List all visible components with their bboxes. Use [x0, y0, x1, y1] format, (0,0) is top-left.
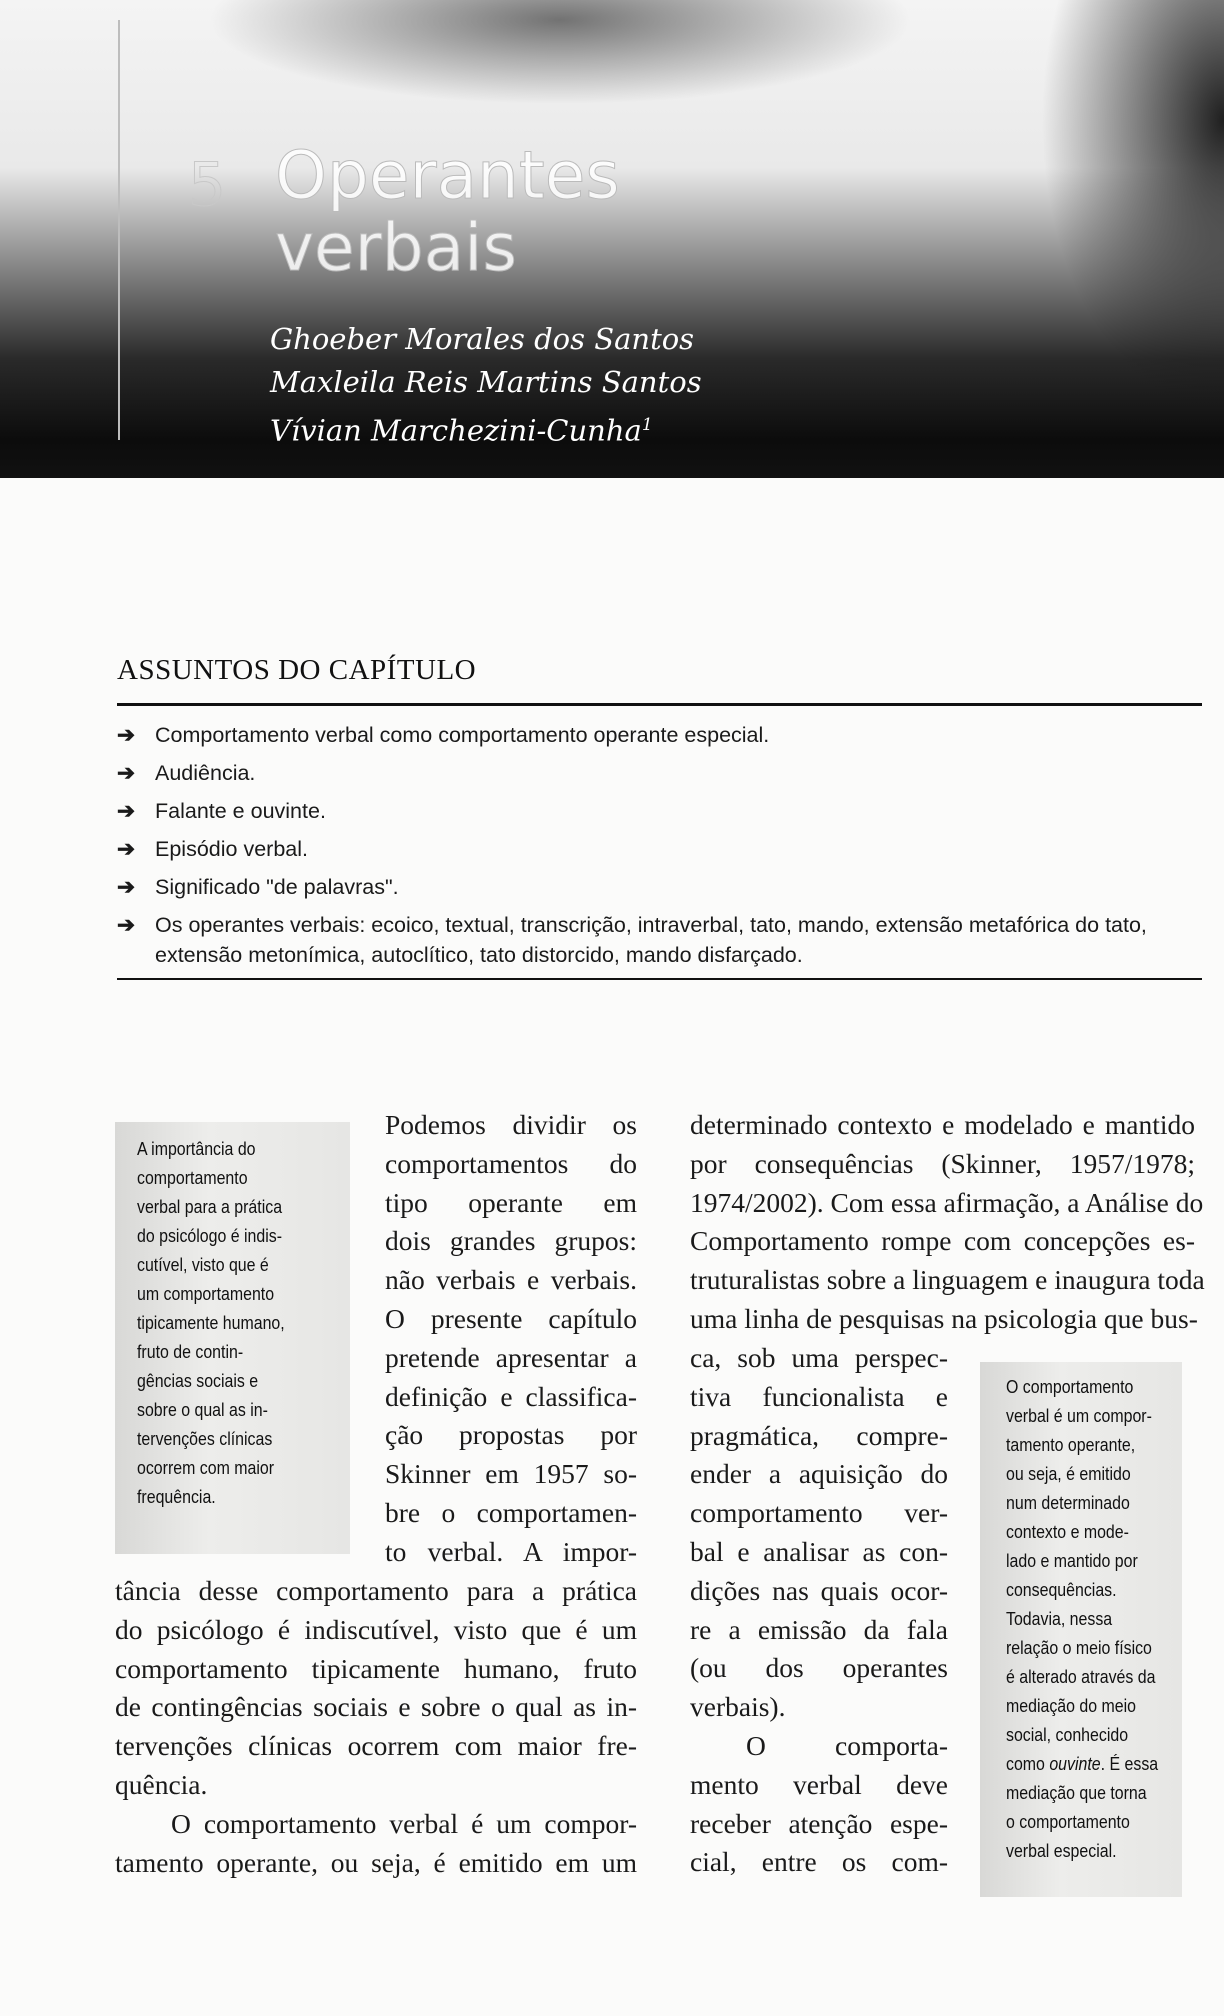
note-line: ocorrem com maior: [137, 1457, 275, 1478]
note-line: fruto de contin-: [137, 1341, 244, 1362]
arrow-right-icon: ➔: [117, 875, 136, 899]
text-line: cial, entre os com-: [690, 1846, 948, 1878]
note-line: cutível, visto que é: [137, 1254, 269, 1275]
text-line: Skinner em 1957 so-: [385, 1458, 637, 1490]
text-line: comportamentos do: [385, 1147, 637, 1179]
text-line: uma linha de pesquisas na psicologia que bus-: [690, 1302, 1198, 1334]
chapter-title-line: verbais: [275, 209, 517, 286]
arrow-right-icon: ➔: [117, 913, 136, 937]
note-line: lado e mantido por: [1006, 1550, 1138, 1571]
text-line: to verbal. A impor-: [385, 1535, 637, 1567]
arrow-right-icon: ➔: [117, 837, 136, 861]
topic-text: Falante e ouvinte.: [155, 799, 326, 823]
text-line: quência.: [115, 1768, 208, 1800]
text-line: O comportamento verbal é um compor-: [171, 1807, 637, 1839]
note-line: verbal é um compor-: [1006, 1405, 1152, 1426]
text-line: definição e classifica-: [385, 1380, 637, 1412]
topic-text: Audiência.: [155, 761, 256, 785]
topics-title: ASSUNTOS DO CAPÍTULO: [117, 654, 477, 686]
chapter-title: [275, 137, 620, 286]
right-column-narrow: [690, 1339, 948, 1882]
topic-item: [117, 910, 1197, 970]
text-line: ender a aquisição do: [690, 1458, 948, 1490]
arrow-right-icon: ➔: [117, 723, 136, 747]
sidebar-note-right: [980, 1362, 1182, 1897]
text-line: tervenções clínicas ocorrem com maior fre-: [115, 1730, 637, 1762]
note-line: tipicamente humano,: [137, 1312, 285, 1333]
topic-item: [117, 720, 1197, 750]
text-line: comportamento ver-: [690, 1497, 948, 1529]
text-line: Comportamento rompe com concepções es-: [690, 1225, 1195, 1257]
note-line: consequências.: [1006, 1579, 1117, 1600]
topic-item: [117, 834, 1197, 864]
text-line: verbais).: [690, 1691, 786, 1723]
topic-item: [117, 796, 1197, 826]
topic-text: Significado "de palavras".: [155, 875, 399, 899]
note-line: mediação do meio: [1006, 1695, 1137, 1716]
text-line: pragmática, compre-: [690, 1419, 948, 1451]
text-line: determinado contexto e modelado e mantido: [690, 1109, 1195, 1140]
note-line: verbal para a prática: [137, 1196, 283, 1217]
note-line: contexto e mode-: [1006, 1521, 1129, 1542]
note-line: é alterado através da: [1006, 1666, 1156, 1687]
note-line: um comportamento: [137, 1283, 275, 1304]
text-line: 1974/2002). Com essa afirmação, a Análise do: [690, 1186, 1204, 1218]
text-line: truturalistas sobre a linguagem e inaugura toda: [690, 1264, 1205, 1296]
text-line: não verbais e verbais.: [385, 1264, 637, 1296]
arrow-right-icon: ➔: [117, 761, 136, 785]
sidebar-note-left: [115, 1122, 350, 1554]
text-line: tância desse comportamento para a prática: [115, 1575, 637, 1606]
note-line: frequência.: [137, 1486, 216, 1507]
text-line: ca, sob uma perspec-: [690, 1342, 948, 1373]
note-line: social, conhecido: [1006, 1724, 1129, 1745]
note-line: mediação que torna: [1006, 1782, 1147, 1803]
text-line: re a emissão da fala: [690, 1613, 948, 1645]
divider: [117, 703, 1202, 706]
text-line: comportamento tipicamente humano, fruto: [115, 1652, 637, 1684]
chapter-header: [0, 0, 1224, 478]
note-line: sobre o qual as in-: [137, 1399, 268, 1420]
authors: [270, 318, 702, 453]
text-line: (ou dos operantes: [690, 1652, 948, 1684]
note-line: tamento operante,: [1006, 1434, 1136, 1455]
text-line: bre o comportamen-: [385, 1496, 637, 1528]
footnote-mark: 1: [641, 415, 653, 435]
note-line: relação o meio físico: [1006, 1637, 1152, 1658]
text-line: receber atenção espe-: [690, 1807, 948, 1839]
topic-text: Episódio verbal.: [155, 837, 308, 861]
text-line: ção propostas por: [385, 1419, 637, 1451]
topic-item: [117, 758, 1197, 788]
divider: [118, 20, 120, 440]
note-emphasis: ouvinte: [1049, 1753, 1101, 1774]
text-line: dois grandes grupos:: [385, 1225, 637, 1257]
author-name: Vívian Marchezini-Cunha: [270, 413, 642, 448]
note-line: ou seja, é emitido: [1006, 1463, 1131, 1484]
note-line: gências sociais e: [137, 1370, 259, 1391]
text-line: mento verbal deve: [690, 1768, 948, 1800]
left-column-wide: [115, 1572, 637, 1882]
text-line: do psicólogo é indiscutível, visto que é um: [115, 1613, 637, 1645]
text-line: tiva funcionalista e: [690, 1380, 948, 1412]
right-column-wide: [690, 1106, 1205, 1339]
text-line: por consequências (Skinner, 1957/1978;: [690, 1147, 1195, 1179]
text-line: de contingências sociais e sobre o qual as in-: [115, 1691, 637, 1723]
author: Maxleila Reis Martins Santos: [270, 365, 702, 399]
chapter-title-line: Operantes: [275, 137, 620, 214]
note-line: do psicólogo é indis-: [137, 1225, 283, 1246]
note-text: como: [1006, 1753, 1050, 1774]
note-line: A importância do: [137, 1138, 256, 1159]
text-line: O presente capítulo: [385, 1302, 637, 1334]
note-line: [1006, 1749, 1157, 1778]
chapter-number: 5: [188, 150, 227, 220]
note-line: comportamento: [137, 1167, 248, 1188]
arrow-right-icon: ➔: [117, 799, 136, 823]
text-line: bal e analisar as con-: [690, 1535, 948, 1567]
text-line: O comporta-: [746, 1729, 948, 1761]
note-line: num determinado: [1006, 1492, 1130, 1513]
note-line: O comportamento: [1006, 1376, 1134, 1397]
note-text: . É essa: [1100, 1753, 1159, 1774]
topic-item: [117, 872, 1197, 902]
note-line: o comportamento: [1006, 1811, 1130, 1832]
text-line: pretende apresentar a: [385, 1341, 637, 1373]
text-line: tamento operante, ou seja, é emitido em um: [115, 1846, 637, 1878]
divider: [117, 978, 1202, 980]
author: [270, 404, 702, 453]
text-line: dições nas quais ocor-: [690, 1574, 948, 1606]
text-line: tipo operante em: [385, 1186, 637, 1218]
note-line: verbal especial.: [1006, 1840, 1117, 1861]
topics-list: [117, 720, 1197, 978]
left-column-narrow: [385, 1106, 637, 1572]
author: Ghoeber Morales dos Santos: [270, 322, 695, 356]
note-line: tervenções clínicas: [137, 1428, 273, 1449]
text-line: Podemos dividir os: [385, 1109, 637, 1140]
note-line: Todavia, nessa: [1006, 1608, 1113, 1629]
topic-text: Os operantes verbais: ecoico, textual, transcrição, intraverbal, tato, mando, extensão metafórica do tato, extensão metonímica, autoclítico, tato distorcido, mando disfarçado.: [155, 913, 1147, 967]
topic-text: Comportamento verbal como comportamento operante especial.: [155, 723, 770, 747]
